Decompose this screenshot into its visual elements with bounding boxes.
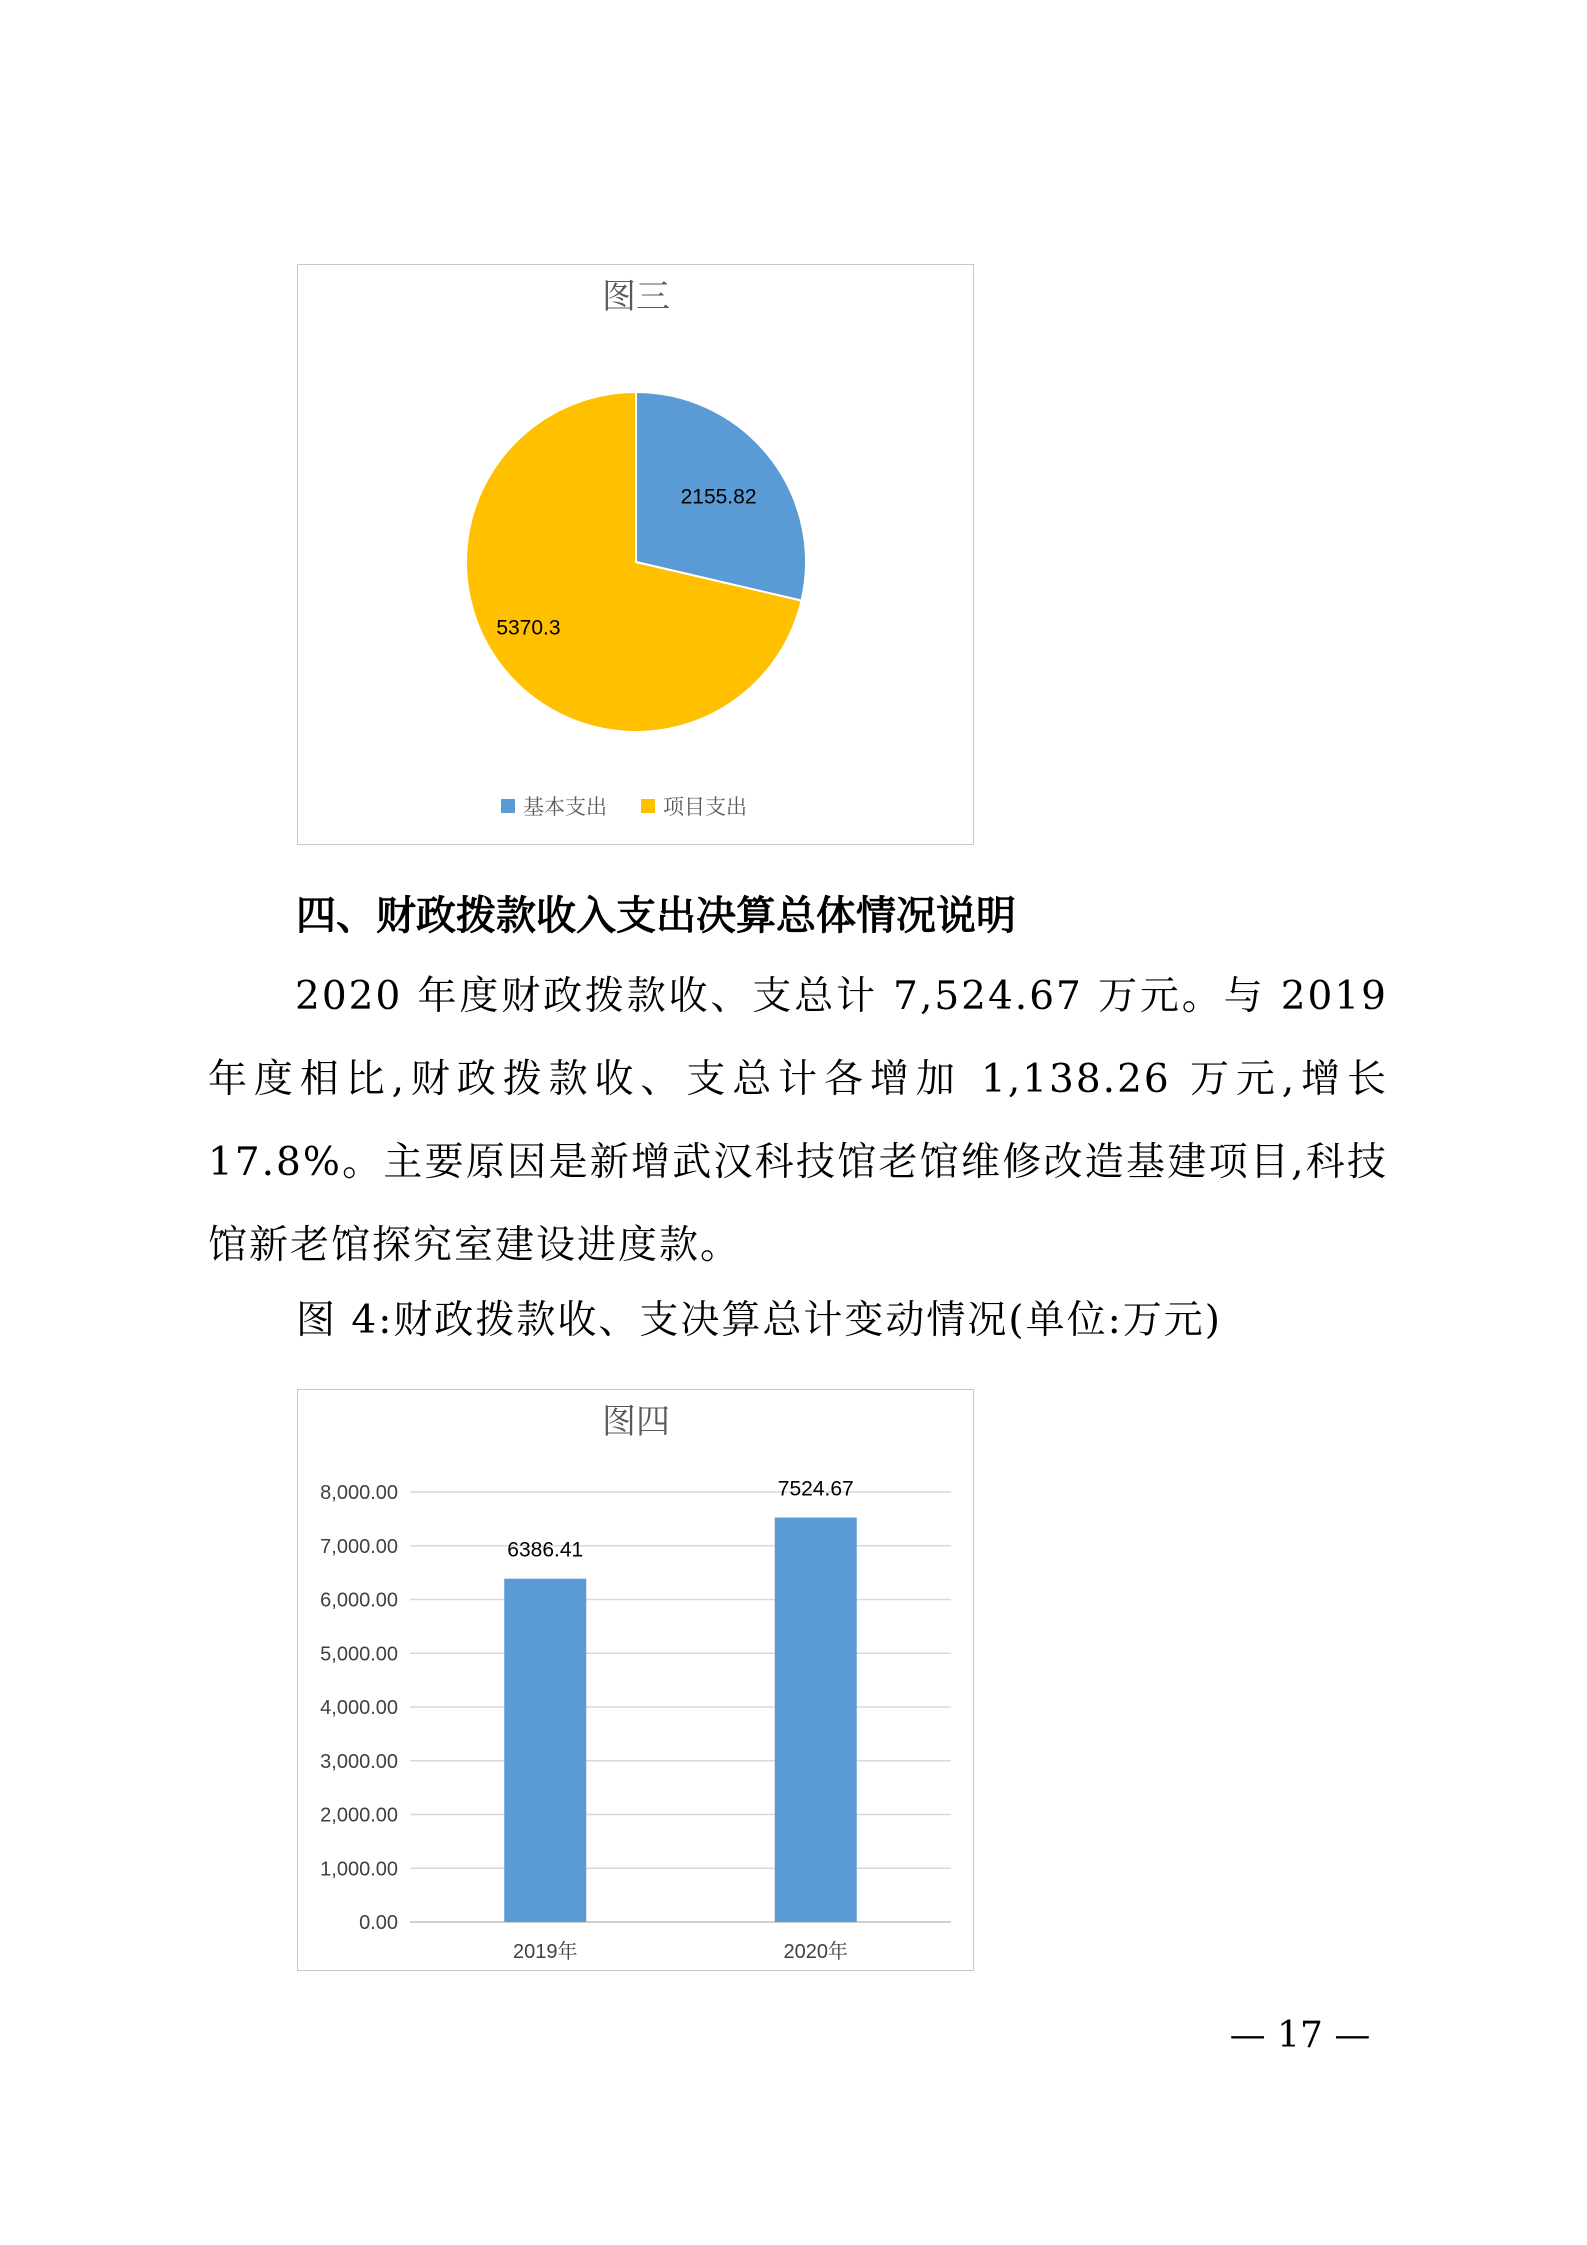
- legend-label-1: 项目支出: [663, 795, 747, 819]
- legend-label-0: 基本支出: [523, 795, 607, 819]
- page-number: — 17 —: [1229, 2015, 1371, 2056]
- bar-bars: [504, 1478, 857, 1922]
- bar-chart: [297, 1389, 974, 1971]
- pie-chart: [297, 264, 974, 845]
- bar-gridlines: [410, 1492, 951, 1922]
- legend-swatch-1: [641, 799, 655, 813]
- x-category-label-1: 2020年: [783, 1941, 848, 1963]
- x-category-label-0: 2019年: [513, 1941, 578, 1963]
- y-tick-label-0: 0.00: [359, 1912, 398, 1934]
- pie-data-label-0: 2155.82: [680, 485, 757, 509]
- bar-chart-svg: [298, 1390, 975, 1972]
- pie-slices: [466, 392, 806, 732]
- pie-chart-title: 图三: [602, 277, 670, 317]
- y-tick-label-5: 5,000.00: [320, 1643, 398, 1666]
- section-paragraph: 2020 年度财政拨款收、支总计 7,524.67 万元。与 2019 年度相比,财政拨款收、支总计各增加 1,138.26 万元,增长 17.8%。主要原因是新增武汉科技馆老馆维修改造基建项目,科技馆新老馆探究室建设进度款。: [208, 974, 1388, 1268]
- pie-legend: [501, 795, 747, 819]
- pie-chart-svg: [298, 265, 975, 846]
- y-tick-label-8: 8,000.00: [320, 1482, 398, 1504]
- bar-y-ticks: [320, 1482, 398, 1934]
- bar-value-label-1: 7524.67: [777, 1477, 854, 1501]
- y-tick-label-2: 2,000.00: [320, 1804, 398, 1827]
- bar-1: [775, 1518, 857, 1922]
- y-tick-label-1: 1,000.00: [320, 1858, 398, 1881]
- bar-0: [504, 1579, 586, 1922]
- y-tick-label-7: 7,000.00: [320, 1535, 398, 1558]
- section-heading: 四、财政拨款收入支出决算总体情况说明: [296, 893, 1016, 939]
- bar-x-categories: [513, 1940, 848, 1963]
- pie-data-label-1: 5370.3: [496, 616, 561, 640]
- y-tick-label-4: 4,000.00: [320, 1697, 398, 1719]
- y-tick-label-3: 3,000.00: [320, 1750, 398, 1773]
- figure-caption: 图 4:财政拨款收、支决算总计变动情况(单位:万元): [296, 1298, 1222, 1343]
- bar-value-label-0: 6386.41: [507, 1538, 584, 1562]
- y-tick-label-6: 6,000.00: [320, 1589, 398, 1612]
- legend-swatch-0: [501, 799, 515, 813]
- bar-chart-title: 图四: [602, 1402, 670, 1442]
